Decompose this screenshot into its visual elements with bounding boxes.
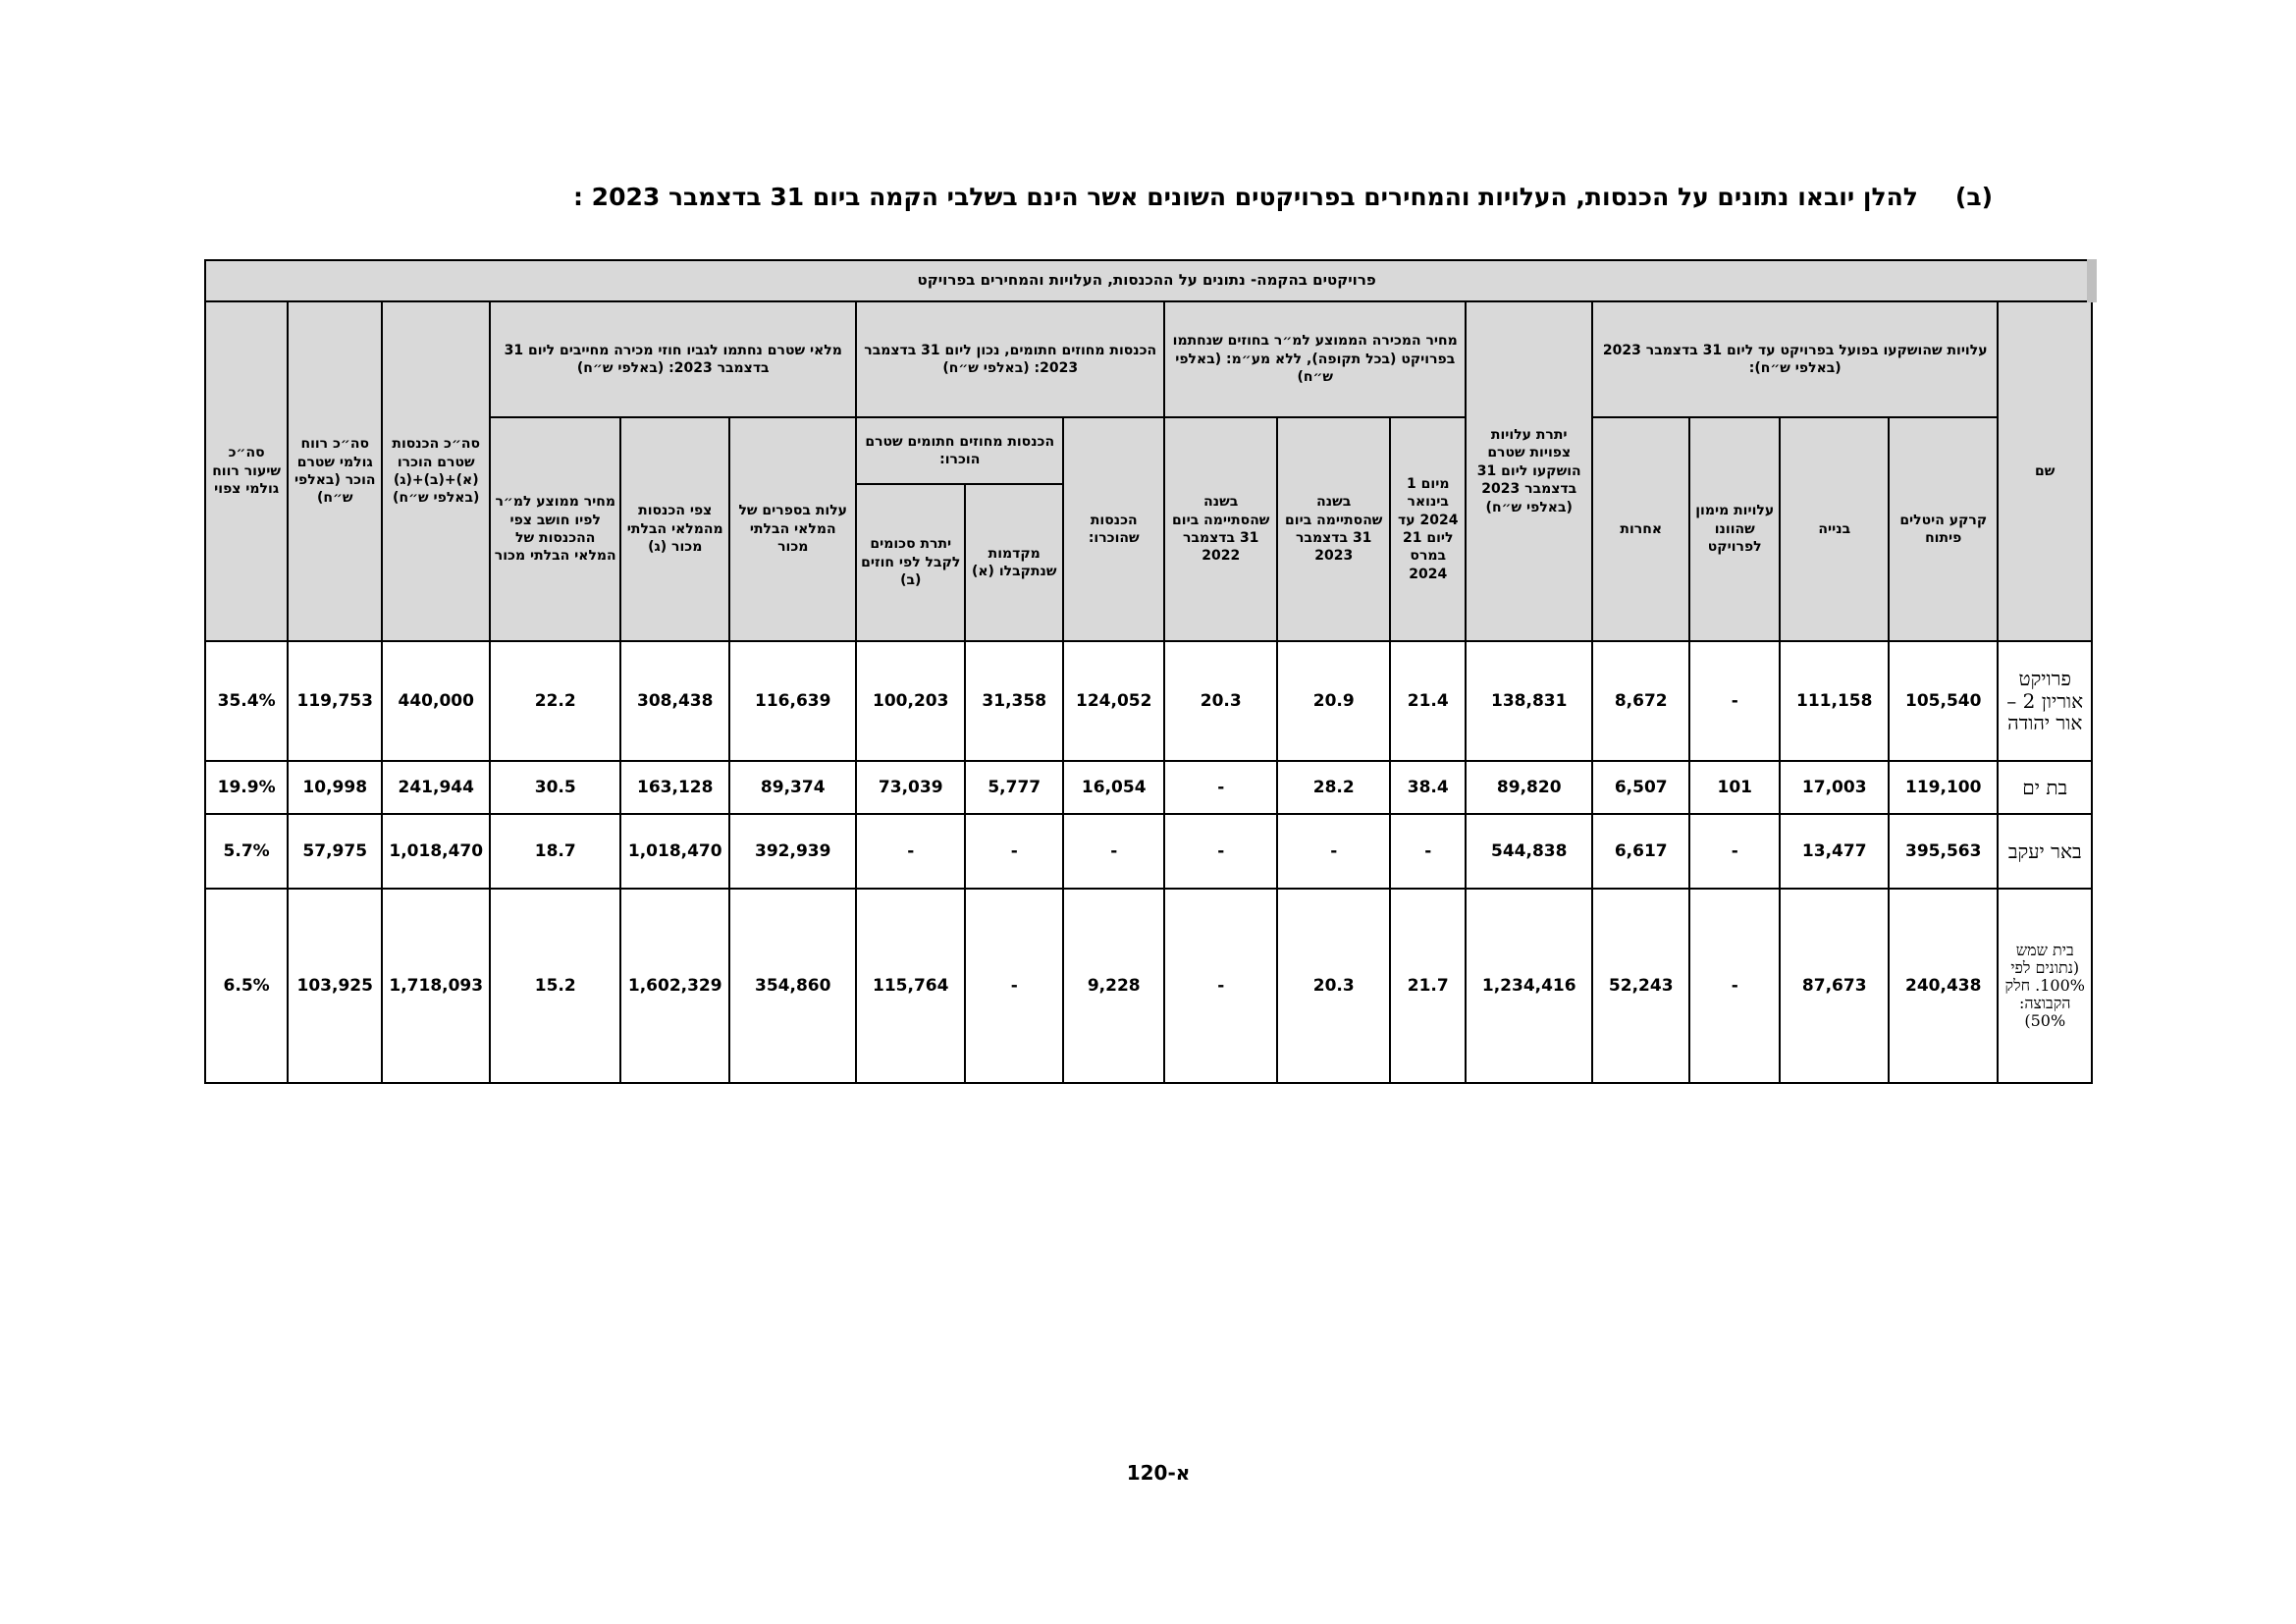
cell-land: 240,438 [1889, 889, 1998, 1083]
table-row [205, 761, 2092, 814]
cell-remaining-costs: 544,838 [1466, 814, 1592, 889]
cell-price-2023: 20.3 [1277, 889, 1390, 1083]
table-row [205, 814, 2092, 889]
cell-construction: 17,003 [1780, 761, 1889, 814]
cell-financing: - [1689, 889, 1780, 1083]
cell-balance-due: 100,203 [856, 641, 965, 761]
cell-expected-revenue: 163,128 [620, 761, 729, 814]
cell-expected-revenue: 308,438 [620, 641, 729, 761]
cell-price-2024: 21.7 [1390, 889, 1466, 1083]
header-unsold-group: מלאי שטרם נחתמו לגביו חוזי מכירה מחייבים ליום 31 בדצמבר 2023: (באלפי ש״ח) [490, 301, 856, 417]
header-avg-price: מחיר ממוצע למ״ר לפיו חושב צפי ההכנסות של המלאי הבלתי מכור [490, 417, 620, 641]
cell-price-2022: - [1164, 889, 1277, 1083]
cell-construction: 87,673 [1780, 889, 1889, 1083]
cell-gross-margin: 6.5% [205, 889, 288, 1083]
cell-unsold-cost: 116,639 [729, 641, 856, 761]
cell-advances: - [965, 814, 1063, 889]
cell-price-2022: - [1164, 761, 1277, 814]
cell-total-revenue: 440,000 [382, 641, 490, 761]
cell-avg-price: 22.2 [490, 641, 620, 761]
cell-expected-revenue: 1,018,470 [620, 814, 729, 889]
section-marker: (ב) [1954, 183, 1993, 211]
intro-text: להלן יובאו נתונים על הכנסות, העלויות והמחירים בפרויקטים השונים אשר הינם בשלבי הקמה ביום 31 בדצמבר 2023 : [572, 183, 1918, 211]
cell-price-2022: - [1164, 814, 1277, 889]
cell-avg-price: 18.7 [490, 814, 620, 889]
cell-recognized: 124,052 [1063, 641, 1164, 761]
cell-gross-profit: 10,998 [288, 761, 382, 814]
cell-unsold-cost: 392,939 [729, 814, 856, 889]
cell-total-revenue: 1,718,093 [382, 889, 490, 1083]
cell-price-2022: 20.3 [1164, 641, 1277, 761]
cell-balance-due: 73,039 [856, 761, 965, 814]
cell-balance-due: 115,764 [856, 889, 965, 1083]
projects-table-container [204, 259, 2091, 1084]
intro-paragraph [572, 183, 1993, 211]
cell-recognized: 16,054 [1063, 761, 1164, 814]
cell-advances: 31,358 [965, 641, 1063, 761]
cell-total-revenue: 241,944 [382, 761, 490, 814]
header-name: שם [1998, 301, 2092, 641]
header-expected-revenue: צפי הכנסות מהמלאי הבלתי מכור (ג) [620, 417, 729, 641]
cell-gross-profit: 57,975 [288, 814, 382, 889]
cell-gross-margin: 5.7% [205, 814, 288, 889]
page-number: א-120 [1126, 1461, 1191, 1485]
project-name: בית שמש (נתונים לפי 100%. חלק הקבוצה: 50%) [1998, 889, 2092, 1083]
cell-unsold-cost: 89,374 [729, 761, 856, 814]
cell-financing: - [1689, 814, 1780, 889]
header-advances: מקדמות שנתקבלו (א) [965, 484, 1063, 641]
cell-remaining-costs: 138,831 [1466, 641, 1592, 761]
header-land: קרקע היטלים פיתוח [1889, 417, 1998, 641]
cell-price-2023: 20.9 [1277, 641, 1390, 761]
cell-price-2023: 28.2 [1277, 761, 1390, 814]
header-price-2022: בשנה שהסתיימה ביום 31 בדצמבר 2022 [1164, 417, 1277, 641]
cell-other: 6,507 [1592, 761, 1689, 814]
table-row [205, 889, 2092, 1083]
cell-land: 119,100 [1889, 761, 1998, 814]
project-name: באר יעקב [1998, 814, 2092, 889]
cell-other: 52,243 [1592, 889, 1689, 1083]
header-unsold-cost: עלות בספרים של המלאי הבלתי מכור [729, 417, 856, 641]
cell-land: 105,540 [1889, 641, 1998, 761]
cell-price-2024: - [1390, 814, 1466, 889]
cell-avg-price: 30.5 [490, 761, 620, 814]
cell-other: 8,672 [1592, 641, 1689, 761]
cell-gross-margin: 35.4% [205, 641, 288, 761]
header-other: אחרות [1592, 417, 1689, 641]
header-recognized: הכנסות שהוכרו: [1063, 417, 1164, 641]
header-price-group: מחיר המכירה הממוצע למ״ר בחוזים שנחתמו בפרויקט (בכל תקופה), ללא מע״מ: (באלפי ש״ח) [1164, 301, 1466, 417]
header-price-2024: מיום 1 בינואר 2024 עד ליום 21 במרס 2024 [1390, 417, 1466, 641]
cell-remaining-costs: 89,820 [1466, 761, 1592, 814]
header-costs-group: עלויות שהושקעו בפועל בפרויקט עד ליום 31 בדצמבר 2023 (באלפי ש״ח): [1592, 301, 1998, 417]
cell-price-2024: 21.4 [1390, 641, 1466, 761]
cell-recognized: 9,228 [1063, 889, 1164, 1083]
cell-advances: 5,777 [965, 761, 1063, 814]
header-construction: בנייה [1780, 417, 1889, 641]
table-row [205, 641, 2092, 761]
cell-price-2024: 38.4 [1390, 761, 1466, 814]
cell-recognized: - [1063, 814, 1164, 889]
header-unrecognized-group: הכנסות מחוזים חתומים שטרם הוכרו: [856, 417, 1063, 484]
cell-avg-price: 15.2 [490, 889, 620, 1083]
table-title: פרויקטים בהקמה- נתונים על ההכנסות, העלויות והמחירים בפרויקט [205, 260, 2092, 301]
cell-land: 395,563 [1889, 814, 1998, 889]
cell-construction: 111,158 [1780, 641, 1889, 761]
cell-gross-margin: 19.9% [205, 761, 288, 814]
cell-financing: - [1689, 641, 1780, 761]
projects-under-construction-table [204, 259, 2097, 1084]
cell-gross-profit: 119,753 [288, 641, 382, 761]
cell-price-2023: - [1277, 814, 1390, 889]
cell-balance-due: - [856, 814, 965, 889]
header-contracts-group: הכנסות מחוזים חתומים, נכון ליום 31 בדצמבר 2023: (באלפי ש״ח) [856, 301, 1164, 417]
cell-gross-profit: 103,925 [288, 889, 382, 1083]
header-remaining-costs: יתרת עלויות צפויות שטרם הושקעו ליום 31 בדצמבר 2023 (באלפי ש״ח) [1466, 301, 1592, 641]
project-name: בת ים [1998, 761, 2092, 814]
cell-unsold-cost: 354,860 [729, 889, 856, 1083]
header-gross-margin: סה״כ שיעור רווח גולמי צפוי [205, 301, 288, 641]
cell-total-revenue: 1,018,470 [382, 814, 490, 889]
cell-remaining-costs: 1,234,416 [1466, 889, 1592, 1083]
header-financing: עלויות מימון שהוונו לפרויקט [1689, 417, 1780, 641]
cell-financing: 101 [1689, 761, 1780, 814]
header-gross-profit: סה״כ רווח גולמי שטרם הוכר (באלפי ש״ח) [288, 301, 382, 641]
cell-expected-revenue: 1,602,329 [620, 889, 729, 1083]
header-price-2023: בשנה שהסתיימה ביום 31 בדצמבר 2023 [1277, 417, 1390, 641]
project-name: פרויקט אוריון 2 – אור יהודה [1998, 641, 2092, 761]
header-balance-due: יתרת סכומים לקבל לפי חוזים (ב) [856, 484, 965, 641]
cell-other: 6,617 [1592, 814, 1689, 889]
header-total-revenue: סה״כ הכנסות שטרם הוכרו (א)+(ב)+(ג) (באלפי ש״ח) [382, 301, 490, 641]
cell-construction: 13,477 [1780, 814, 1889, 889]
cell-advances: - [965, 889, 1063, 1083]
